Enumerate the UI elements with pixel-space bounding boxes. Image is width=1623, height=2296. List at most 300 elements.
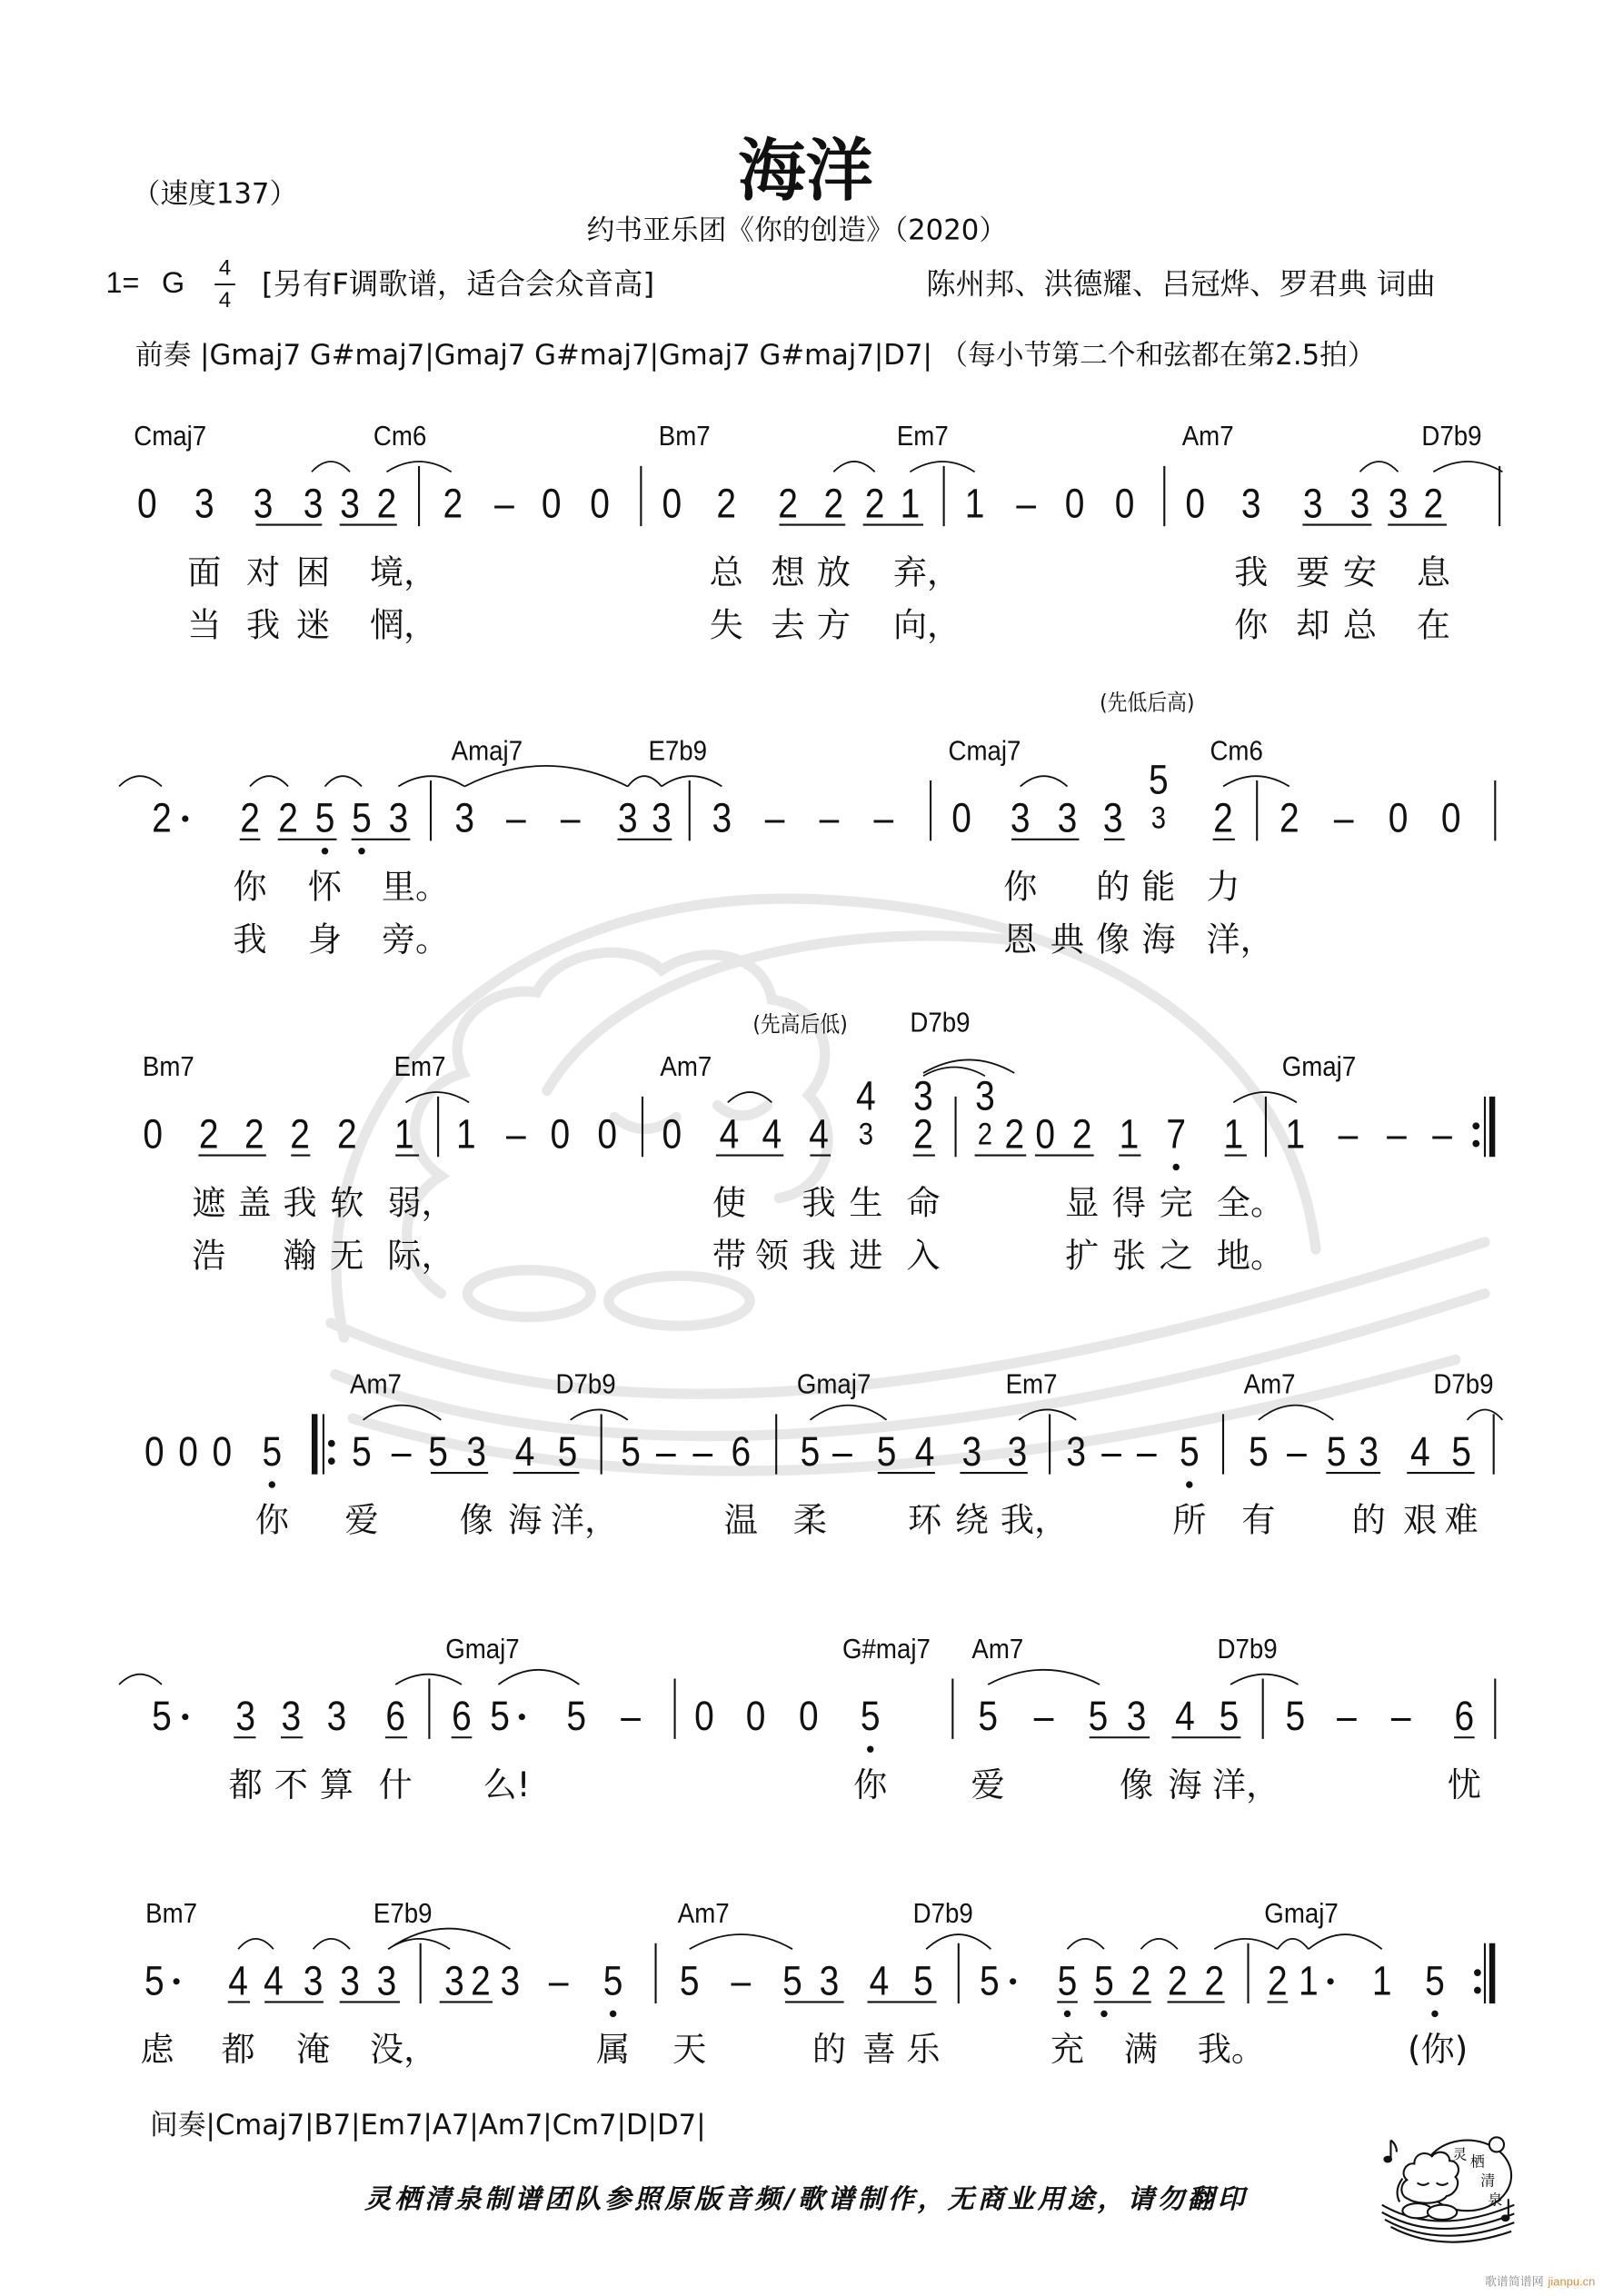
key-note-name: G	[161, 267, 185, 301]
lyric: 面	[187, 553, 222, 592]
chord-symbol: Amaj7	[451, 736, 523, 768]
song-title: 海洋	[738, 130, 873, 211]
note: 3	[303, 1957, 324, 2004]
lyric: 无	[330, 1237, 364, 1277]
note: 6	[452, 1693, 472, 1739]
lyric: 像	[459, 1502, 493, 1541]
note: 5	[876, 1428, 897, 1475]
lyric: 地。	[1216, 1237, 1285, 1277]
lyric: 洋，	[1206, 921, 1274, 960]
prelude-chords: 前奏 |Gmaj7 G#maj7|Gmaj7 G#maj7|Gmaj7 G#maj7|D7|	[134, 339, 932, 373]
note: 5	[566, 1693, 587, 1739]
note: 5	[800, 1428, 821, 1475]
note: 3	[1240, 481, 1261, 527]
lyric: 恩	[1003, 921, 1038, 960]
lyric: 生	[849, 1184, 883, 1224]
lyric: 怀	[307, 869, 343, 908]
staff-system-1	[0, 423, 1623, 673]
note: 5	[352, 795, 372, 841]
note: 2	[778, 481, 798, 527]
chord-symbol: Gmaj7	[445, 1634, 520, 1665]
lyric: 所	[1172, 1502, 1207, 1541]
copyright-notice: 灵栖清泉制谱团队参照原版音频/歌谱制作，无商业用途，请勿翻印	[364, 2184, 1248, 2216]
staff-system-5	[0, 1636, 1623, 1886]
note: 0	[144, 1428, 164, 1475]
lyric: 充	[1050, 2031, 1085, 2070]
lyric: 困	[295, 553, 331, 592]
note: 4	[914, 1428, 935, 1475]
note: 5	[152, 1693, 172, 1739]
note: 0	[1035, 1111, 1056, 1158]
lyric: 当	[187, 607, 222, 646]
staff-system-3	[0, 1008, 1623, 1304]
time-signature-top: 4	[218, 255, 232, 281]
prelude-note: （每小节第二个和弦都在第2.5拍）	[940, 339, 1376, 373]
chord-symbol: D7b9	[910, 1008, 971, 1039]
note: 4	[869, 1957, 890, 2004]
lyric: 不	[274, 1766, 308, 1805]
note: 2	[376, 481, 397, 527]
lyric: 环	[907, 1502, 942, 1541]
note: 3	[388, 795, 409, 841]
lyric: 完	[1159, 1184, 1193, 1224]
sheep-logo-icon	[1379, 2134, 1518, 2249]
chord-symbol: Bm7	[145, 1899, 198, 1931]
note: 4	[264, 1957, 284, 2004]
note: 3	[500, 1957, 521, 2004]
svg-text:泉: 泉	[1488, 2191, 1503, 2209]
lyric: 喜	[861, 2031, 897, 2070]
chord-symbol: Em7	[1005, 1369, 1058, 1401]
note: 3	[652, 795, 672, 841]
note: 6	[731, 1428, 752, 1475]
chord-symbol: D7b9	[555, 1369, 616, 1401]
note: 5	[1219, 1693, 1240, 1739]
note: –	[1101, 1428, 1121, 1475]
note: 4	[228, 1957, 248, 2004]
staff-system-2	[0, 689, 1623, 988]
note: 5	[782, 1957, 802, 2004]
note-stacked-upper: 3	[913, 1072, 933, 1119]
lyric: 乐	[906, 2031, 941, 2070]
note: 2	[1004, 1111, 1025, 1158]
lyric: 我	[802, 1184, 836, 1224]
lyric: 对	[245, 553, 281, 592]
note-stacked-upper: 5	[1148, 757, 1169, 803]
lyric: 盖	[237, 1184, 272, 1224]
svg-text:灵: 灵	[1452, 2145, 1468, 2163]
note: 5	[428, 1428, 448, 1475]
lyric: 我，	[1000, 1502, 1069, 1541]
chord-symbol: Am7	[1243, 1369, 1296, 1401]
note: 0	[694, 1693, 714, 1739]
lyric: 海	[507, 1502, 543, 1541]
lyric: 洋，	[1211, 1766, 1280, 1805]
note: –	[1390, 1693, 1411, 1739]
lyric: 海	[1168, 1766, 1202, 1805]
note: 2	[244, 1111, 264, 1158]
lyric: 里。	[381, 869, 450, 908]
note: 2	[1279, 795, 1299, 841]
note: 5	[978, 1693, 998, 1739]
lyric: 惘，	[369, 607, 438, 646]
note: 2	[1130, 1957, 1151, 2004]
lyric: 难	[1444, 1502, 1479, 1541]
note: 3	[1126, 1693, 1147, 1739]
note: 5	[1425, 1957, 1445, 2004]
note: 3	[340, 481, 360, 527]
lyric: 去	[771, 607, 805, 646]
note: 2	[1168, 1957, 1188, 2004]
lyric: 弱，	[387, 1184, 455, 1224]
note: 0	[798, 1693, 819, 1739]
lyric: 爱	[971, 1766, 1005, 1805]
note: 3	[326, 1693, 347, 1739]
lyric: 得	[1111, 1184, 1147, 1224]
lyric: 放	[816, 553, 851, 592]
lyric: 能	[1141, 869, 1176, 908]
chord-symbol: Gmaj7	[796, 1369, 871, 1401]
note: –	[1333, 795, 1354, 841]
lyric: 满	[1123, 2031, 1159, 2070]
note: 1	[1119, 1111, 1140, 1158]
lyric: 的	[1351, 1502, 1386, 1541]
note: –	[560, 795, 581, 841]
chord-symbol: Bm7	[658, 422, 711, 453]
lyric: 遮	[192, 1184, 226, 1224]
note: –	[873, 795, 894, 841]
credits: 陈州邦、洪德耀、吕冠烨、罗君典 词曲	[926, 265, 1436, 302]
lyric: 温	[723, 1502, 758, 1541]
note: 5	[1451, 1428, 1471, 1475]
lyric: 你	[1234, 607, 1269, 646]
staff-system-4	[0, 1371, 1623, 1621]
note: 4	[762, 1111, 782, 1158]
lyric: 安	[1342, 553, 1378, 592]
note: 6	[385, 1693, 406, 1739]
lyric: 你	[853, 1766, 888, 1805]
note: –	[819, 795, 840, 841]
lyric: 带	[712, 1237, 747, 1277]
chord-symbol: E7b9	[648, 736, 708, 768]
svg-text:清: 清	[1480, 2172, 1496, 2190]
chord-symbol: Am7	[1181, 422, 1234, 453]
chord-symbol: Em7	[896, 422, 949, 453]
note: 3	[1010, 795, 1031, 841]
key-remark: [另有F调歌谱，适合会众音高]	[261, 265, 655, 302]
note: 3	[1102, 795, 1123, 841]
note: –	[692, 1428, 713, 1475]
note: 3	[1359, 1428, 1379, 1475]
chord-symbol: D7b9	[912, 1899, 973, 1931]
time-signature-bottom: 4	[218, 288, 232, 313]
note: 5	[352, 1428, 372, 1475]
lyric: 弃，	[892, 553, 961, 592]
chord-symbol: Gmaj7	[1281, 1052, 1357, 1084]
note: 0	[550, 1111, 571, 1158]
note: 0	[212, 1428, 233, 1475]
note: 5	[490, 1693, 510, 1739]
note: 2	[471, 1957, 491, 2004]
note: 0	[597, 1111, 617, 1158]
lyric: 在	[1416, 607, 1450, 646]
note: –	[621, 1693, 641, 1739]
note: –	[1033, 1693, 1054, 1739]
note: 3	[1302, 481, 1323, 527]
note: 5	[1094, 1957, 1114, 2004]
note: 4	[809, 1111, 829, 1158]
lyric: 我	[1234, 553, 1269, 592]
note: –	[1337, 1693, 1357, 1739]
lyric: 都	[221, 2031, 255, 2070]
lyric: 迷	[295, 607, 331, 646]
note: –	[832, 1428, 852, 1475]
note: 0	[541, 481, 562, 527]
svg-text:栖: 栖	[1469, 2152, 1485, 2171]
note: 2	[336, 1111, 357, 1158]
site-domain: jianpu.cn	[1548, 2275, 1596, 2289]
lyric: 扩	[1065, 1237, 1100, 1277]
note: 3	[194, 481, 214, 527]
note: 3	[235, 1693, 256, 1739]
chord-symbol: Am7	[971, 1634, 1024, 1665]
note: 3	[1388, 481, 1409, 527]
lyric: 典	[1050, 921, 1085, 960]
note: 1	[394, 1111, 414, 1158]
interlude-line: 间奏|Cmaj7|B7|Em7|A7|Am7|Cm7|D|D7|	[150, 2109, 706, 2142]
lyric: 洋，	[550, 1502, 619, 1541]
lyric: 海	[1141, 921, 1176, 960]
note: 2	[823, 481, 844, 527]
lyric: 软	[330, 1184, 364, 1224]
lyric: 要	[1296, 553, 1330, 592]
lyric: 领	[754, 1237, 789, 1277]
note: 0	[662, 1111, 682, 1158]
note: –	[506, 1111, 526, 1158]
note: 5	[262, 1428, 283, 1475]
lyric: 张	[1111, 1237, 1147, 1277]
lyric: 的	[1096, 869, 1130, 908]
lyric: 却	[1296, 607, 1330, 646]
chord-symbol: E7b9	[373, 1899, 433, 1931]
note: –	[731, 1957, 752, 2004]
lyric: 绕	[954, 1502, 989, 1541]
lyric: 像	[1096, 921, 1130, 960]
lyric: 柔	[792, 1502, 828, 1541]
note: 1	[1285, 1111, 1306, 1158]
note: 2	[1204, 1957, 1225, 2004]
lyric: 息	[1416, 553, 1450, 592]
note: 3	[454, 795, 475, 841]
note: –	[1137, 1428, 1157, 1475]
note: 5	[1248, 1428, 1269, 1475]
note: –	[656, 1428, 676, 1475]
chord-symbol: Bm7	[142, 1052, 194, 1084]
note: 5	[557, 1428, 578, 1475]
lyric: 命	[906, 1184, 941, 1224]
note: 0	[1064, 481, 1085, 527]
chord-symbol: D7b9	[1421, 422, 1482, 453]
note-stacked-lower: 2	[977, 1118, 993, 1152]
note: 3	[1007, 1428, 1028, 1475]
lyric: 爱	[344, 1502, 379, 1541]
lyric: 我	[233, 921, 267, 960]
note: 4	[1175, 1693, 1195, 1739]
site-name: 歌谱简谱网	[1484, 2275, 1544, 2289]
note: –	[391, 1428, 412, 1475]
note: 0	[1185, 481, 1206, 527]
note: 2	[1071, 1111, 1092, 1158]
note: 4	[1409, 1428, 1430, 1475]
lyric: 你	[254, 1502, 289, 1541]
chord-symbol: Am7	[677, 1899, 730, 1931]
lyric: 我	[283, 1184, 317, 1224]
note: 2	[1423, 481, 1444, 527]
lyric: 没，	[369, 2031, 438, 2070]
lyric: 都	[228, 1766, 263, 1805]
album-subtitle: 约书亚乐团《你的创造》（2020）	[586, 214, 1008, 247]
note: 0	[178, 1428, 198, 1475]
note: 0	[1114, 481, 1135, 527]
site-watermark	[1485, 2275, 1595, 2290]
note: 5	[1088, 1693, 1109, 1739]
note: 1	[964, 481, 985, 527]
note: 1	[456, 1111, 476, 1158]
lyric: 么!	[483, 1766, 531, 1805]
lyric: 入	[906, 1237, 941, 1277]
note-stacked-upper: 4	[856, 1072, 876, 1119]
lyric: 你	[1003, 869, 1038, 908]
note: 3	[617, 795, 638, 841]
lyric: 身	[307, 921, 343, 960]
note-stacked-lower: 3	[1150, 801, 1166, 836]
note: 3	[444, 1957, 464, 2004]
note: –	[1338, 1111, 1359, 1158]
performance-annotation: (先高后低)	[752, 1011, 848, 1039]
lyric: 忧	[1447, 1766, 1481, 1805]
lyric: 你	[233, 869, 267, 908]
lyric: 旁。	[381, 921, 450, 960]
lyric: 天	[672, 2031, 707, 2070]
lyric: 浩	[192, 1237, 226, 1277]
performance-annotation: (先低后高)	[1100, 689, 1195, 716]
note: 4	[719, 1111, 740, 1158]
lyric: 算	[319, 1766, 354, 1805]
note: 2	[198, 1111, 219, 1158]
chord-symbol: D7b9	[1433, 1369, 1494, 1401]
note: 2	[1213, 795, 1233, 841]
note: –	[764, 795, 785, 841]
note: 5	[1326, 1428, 1347, 1475]
lyric: 显	[1065, 1184, 1100, 1224]
note: 0	[745, 1693, 766, 1739]
lyric: 我。	[1197, 2031, 1266, 2070]
note: 5	[1285, 1693, 1306, 1739]
note: 5	[1179, 1428, 1200, 1475]
note: 3	[466, 1428, 487, 1475]
note: 3	[253, 481, 274, 527]
note: 2	[443, 481, 463, 527]
lyric: 总	[1342, 607, 1378, 646]
note: 5	[314, 795, 335, 841]
tempo-marking: （速度137）	[132, 177, 298, 211]
note: 2	[1268, 1957, 1288, 2004]
lyric: 境，	[369, 553, 438, 592]
lyric: 向，	[892, 607, 961, 646]
note: 0	[136, 481, 157, 527]
chord-symbol: Em7	[393, 1052, 446, 1084]
note: –	[548, 1957, 569, 2004]
lyric: 进	[849, 1237, 883, 1277]
note: 2	[240, 795, 260, 841]
lyric: 我	[245, 607, 281, 646]
lyric: 际，	[387, 1237, 455, 1277]
lyric: 力	[1206, 869, 1240, 908]
note: 5	[679, 1957, 700, 2004]
chord-symbol: Cmaj7	[948, 736, 1021, 768]
note: 3	[1349, 481, 1370, 527]
note-stacked-lower: 3	[858, 1118, 874, 1152]
note: 5	[913, 1957, 933, 2004]
lyric: 什	[378, 1766, 413, 1805]
note: 0	[1388, 795, 1409, 841]
note: 0	[143, 1111, 164, 1158]
lyric: 属	[596, 2031, 631, 2070]
note: 3	[376, 1957, 397, 2004]
note: 6	[1454, 1693, 1475, 1739]
note-stacked-upper: 3	[975, 1072, 995, 1119]
lyric: 全。	[1216, 1184, 1285, 1224]
note: 3	[303, 481, 324, 527]
prelude-line	[135, 338, 1376, 374]
chord-symbol: Cmaj7	[134, 422, 207, 453]
lyric: 有	[1241, 1502, 1276, 1541]
note: 3	[961, 1428, 982, 1475]
note: 3	[1066, 1428, 1087, 1475]
lyric: 淹	[295, 2031, 331, 2070]
chord-symbol: G#maj7	[841, 1634, 931, 1665]
note-stacked-lower: 2	[913, 1111, 933, 1158]
note: 3	[1057, 795, 1078, 841]
lyric: 方	[816, 607, 851, 646]
note: 5	[860, 1693, 881, 1739]
note: 4	[514, 1428, 535, 1475]
chord-symbol: D7b9	[1217, 1634, 1278, 1665]
lyric: 使	[712, 1184, 747, 1224]
note: 7	[1166, 1111, 1187, 1158]
lyric: 艰	[1403, 1502, 1438, 1541]
note: –	[506, 795, 526, 841]
note: 3	[340, 1957, 360, 2004]
note: 0	[951, 795, 971, 841]
note: 2	[152, 795, 172, 841]
note: 5	[144, 1957, 164, 2004]
note: –	[1387, 1111, 1407, 1158]
lyric: 像	[1119, 1766, 1154, 1805]
note: 2	[864, 481, 885, 527]
note: 3	[281, 1693, 302, 1739]
lyric: 失	[709, 607, 743, 646]
note: 2	[716, 481, 737, 527]
note: 3	[712, 795, 732, 841]
note: 5	[602, 1957, 623, 2004]
chord-symbol: Cm6	[373, 422, 427, 453]
note: 1	[900, 481, 921, 527]
lyric: 瀚	[283, 1237, 317, 1277]
note: 0	[662, 481, 682, 527]
note: 1	[1223, 1111, 1244, 1158]
chord-symbol: Am7	[350, 1369, 402, 1401]
